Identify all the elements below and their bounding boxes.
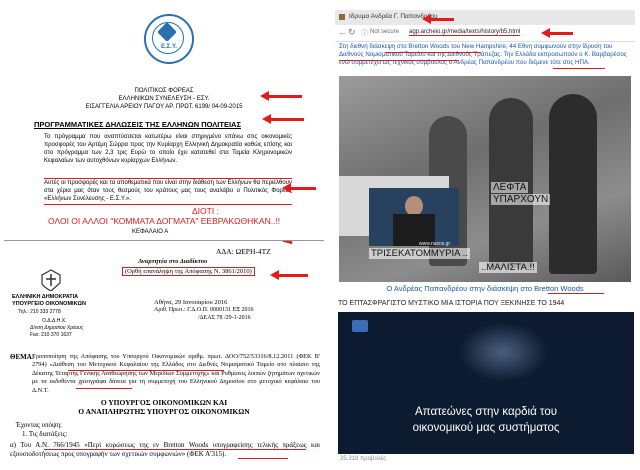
video-channel-logo (352, 320, 368, 332)
republic-line-2: ΥΠΟΥΡΓΕΙΟ ΟΙΚΟΝΟΜΙΚΩΝ (12, 301, 86, 307)
speaker-inset-photo (369, 188, 459, 246)
considering-label: Έχοντας υπόψη: (16, 421, 62, 429)
photo-caption: Ο Ανδρέας Παπανδρέου στην διάσκεψη στο Bretton Woods (386, 284, 584, 293)
provision-item-a: α) Του Α.Ν. 766/1945 «Περί κυρώσεως της εν Bretton Woods υπογραφείσης τελικής πράξεως και εξουσιοδοτήσεως προς υπογραφήν των σχετικών συμφωνιών» (ΦΕΚ Α'315). (10, 441, 320, 458)
arrow-pointer (290, 240, 320, 242)
photo-watermark: www.naxos.gr (419, 241, 451, 247)
tab-title: Ιδρυμα Ανδρέα Γ. Παπανδρέου (349, 13, 438, 20)
minister-heading-1: Ο ΥΠΟΥΡΓΟΣ ΟΙΚΟΝΟΜΙΚΩΝ ΚΑΙ (100, 398, 228, 407)
info-icon: ⓘ (361, 30, 368, 37)
person-silhouette (549, 94, 597, 274)
reload-icon[interactable]: ↻ (348, 27, 356, 37)
telephone: Τηλ.: 210 333 2778 (18, 309, 61, 315)
annotation-because: ΔΙΟΤΙ : (192, 206, 219, 216)
fax: Fax: 210 370 1637 (30, 332, 72, 338)
key-paragraph: Αυτές οι προσφορές και τα αποθεματικά που είναι στην διάθεση των Ελλήνων θα περιέλθουν στα χέρια μας όταν τους θεσμούς του κράτους μας τους αναλάβει ο Πολιτικός Φορέας «Ελλήνων Συνέλευσης - Ε.Σ.Υ.». (44, 178, 292, 205)
overlay-text-trillions: ΤΡΙΣΕΚΑΤΟΜΜΥΡΙΑ .. (371, 248, 468, 259)
republic-line-1: ΕΛΛΗΝΙΚΗ ΔΗΜΟΚΡΑΤΙΑ (12, 294, 79, 300)
arrow-pointer (549, 32, 573, 35)
correction-note: (Ορθή επανάληψη της Απόφασης Ν. 3861/2010) (122, 267, 255, 276)
overlay-text-indeed: ..ΜΑΛΙΣΤΑ.!! (481, 262, 535, 273)
video-glow (458, 322, 548, 382)
video-subtitle-2: οικονομικού μας συστήματος (412, 422, 560, 434)
chapter-heading: ΚΕΦΑΛΑΙΟ Α (132, 229, 169, 235)
address-bar[interactable] (335, 25, 635, 42)
annotation-parties: ΟΛΟΙ ΟΙ ΑΛΛΟΙ "ΚΟΜΜΑΤΑ ΔΟΓΜΑΤΑ" ΕΕΒΡΑΚΩΘΗΚΑΝ..!! (48, 216, 281, 226)
seal-text: Ε.Σ.Υ. (161, 44, 177, 50)
org-line-1: ΠΟΛΙΤΙΚΟΣ ΦΟΡΕΑΣ (134, 88, 194, 94)
greek-coat-of-arms-icon (40, 269, 62, 291)
department: Ο.Δ.Δ.Η.Χ. (42, 318, 67, 324)
arrow-pointer (270, 118, 304, 121)
document-date: Αθήνα, 29 Ιανουαρίου 2016 (154, 299, 228, 306)
subject-text: Τροποποίηση της Απόφασης του Υπουργού Οικονομικών αριθμ. πρωτ. ΔΟΟ/752/53316/8.12.2011 (ΦΕΚ Β' 2794) «Διάθεση του Μετοχικού Κεφαλαίου της Ελλάδος στο Διεθνές Νομισματικό Ταμείο στο πλαίσιο της Δέκατης Τέταρτης Γενικής Αναθεώρησης των Μεριδίων Συμμετοχής» και Ρυθμίσεις λοιπών ζητημάτων σχετικών με τα εκδοθέντα χρεογράφα δάνεια για τη συμμετοχή του Ελληνικού Δημοσίου στο μετοχικό κεφάλαιο του Δ.Ν.Τ. (32, 353, 320, 394)
document-esy (4, 4, 324, 236)
arrow-pointer (290, 187, 316, 190)
url-text[interactable]: agp.archeio.gr/media/texts/history/b5.html (409, 29, 521, 35)
org-line-2: ΕΛΛΗΝΙΚΩΝ ΣΥΝΕΛΕΥΣΗ - ΕΣΥ. (118, 96, 210, 102)
not-secure-label: Not secure (370, 29, 400, 35)
ada-code: ΑΔΑ: ΩΕΡΗ-4ΤΖ (216, 247, 271, 256)
esy-seal (144, 14, 194, 64)
minister-heading-2: Ο ΑΝΑΠΛΗΡΩΤΗΣ ΥΠΟΥΡΓΟΣ ΟΙΚΟΝΟΜΙΚΩΝ (78, 407, 250, 416)
browser-screenshot (335, 10, 635, 306)
subject-label: ΘΕΜΑ: (10, 353, 35, 361)
intro-paragraph: Το πρόγραμμα που αναπτύσσεται κατωτέρω είναι στηριγμένο επάνω στις οικονομικές προσφορές του Αρτέμη Σώρρα προς την Κυρίαρχη Ελληνική Δημοκρατία καθώς επίσης και στο πρόγραμμα των 2,3 τρις Ευρώ το οποίο έχει κατατεθεί στα Ταμεία Κληρονομικών Κεφαλαίων των αυτοχθόνων κυρίαρχων Ελλήνων. (44, 134, 292, 164)
department-sub: Δ/νση Δημοσίου Χρέους (30, 325, 84, 331)
document-ministry (4, 240, 324, 467)
overlay-text-money: ΛΕΦΤΑ (493, 182, 527, 193)
video-headline: ΤΟ ΕΠΤΑΣΦΡΑΓΙΣΤΟ ΜΥΣΤΙΚΟ ΜΙΑ ΙΣΤΟΡΙΑ ΠΟΥ ΞΕΚΙΝΗΣΕ ΤΟ 1944 (338, 300, 565, 307)
protocol-number-2: /ΔΕΑΣ 78 /29-1-2016 (198, 315, 251, 321)
protocol-number: Αριθ. Πρωτ.: Γ.Δ.Ο.Π. 0000131 ΕΞ 2016 (154, 307, 254, 313)
doc-title: ΠΡΟΓΡΑΜΜΑΤΙΚΕΣ ΔΗΛΩΣΕΙΣ ΤΗΣ ΕΛΛΗΝΩΝ ΠΟΛΙΤΕΙΑΣ (34, 120, 241, 129)
overlay-text-exists: ΥΠΑΡΧΟΥΝ (493, 194, 549, 205)
history-caption: Στη διεθνή διάσκεψη στο Bretton Woods του New Hampshire, 44 Εθνη συμφωνούν στην ίδρυση του Διεθνούς Νομισματικού Ταμείου και της Διεθνούς Τράπεζας. Την Ελλάδα εκπροσωπούν ο Κ. Βαρβαρέσος ενώ συμμετέχει ως τεχνικός σύμβουλος ο Ανδρέας Παπανδρέου που διέμενε τότε στις ΗΠΑ. (339, 43, 627, 66)
browser-tab[interactable] (335, 10, 635, 25)
posted-online: Αναρτητέα στο Διαδίκτυο (138, 258, 208, 265)
video-subtitle-1: Απατεώνες στην καρδιά του (415, 406, 557, 418)
arrow-pointer (430, 18, 454, 21)
arrow-pointer (268, 95, 302, 98)
video-views: 35.318 προβολές (340, 456, 387, 462)
org-line-3: ΕΙΣΑΓΓΕΛΙΑ ΑΡΕΙΟΥ ΠΑΓΟΥ ΑΡ. ΠΡΩΤ. 6199/ 04-09-2015 (85, 104, 243, 110)
arrow-pointer (278, 274, 308, 277)
provision-item-1: 1. Τις διατάξεις: (22, 430, 68, 438)
historical-photo (339, 76, 631, 282)
video-player[interactable] (338, 312, 634, 454)
tab-favicon-icon (339, 14, 345, 20)
back-icon[interactable]: ← (338, 27, 347, 37)
